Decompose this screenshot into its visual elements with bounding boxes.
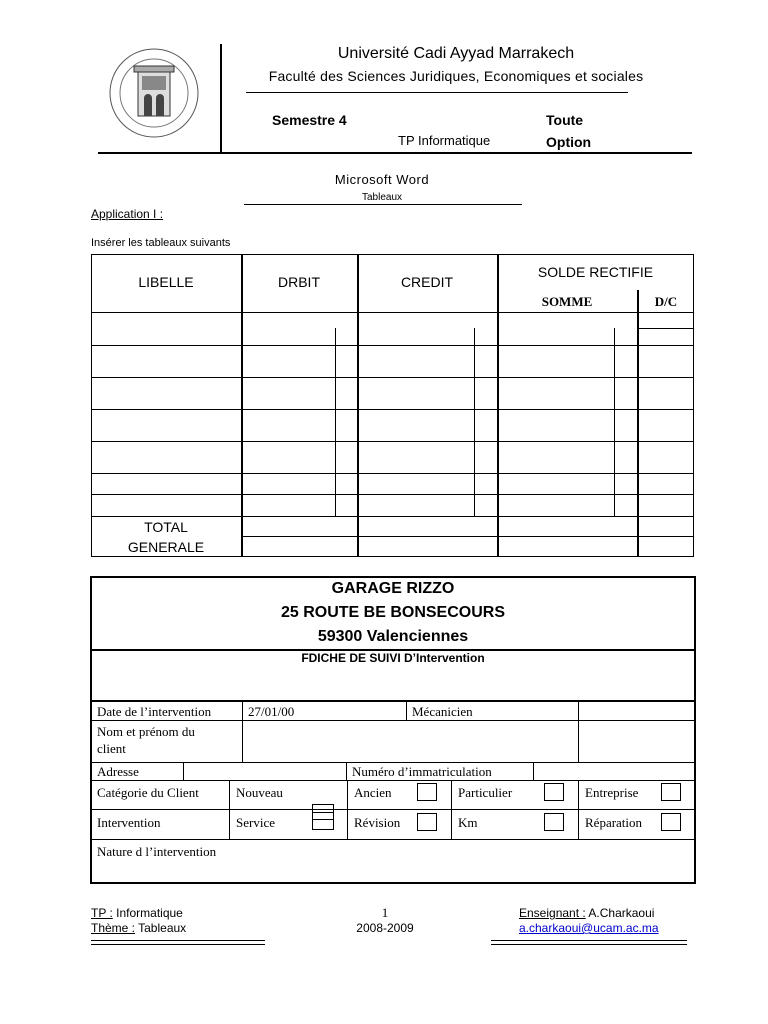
client-label-2: client [97, 741, 126, 756]
footer-teacher-label: Enseignant : [519, 906, 586, 920]
footer-tp [91, 906, 183, 920]
header-libelle: LIBELLE [138, 274, 194, 290]
option-line-1: Toute [546, 112, 584, 128]
university-logo [108, 46, 200, 140]
garage-city: 59300 Valenciennes [317, 628, 469, 645]
teacher-email-link[interactable]: a.charkaoui@ucam.ac.ma [519, 921, 659, 935]
category-new: Nouveau [236, 785, 283, 800]
table1-row-line [241, 536, 694, 537]
table1-row-line [91, 409, 694, 410]
category-old: Ancien [354, 785, 392, 800]
subject-label: TP Informatique [398, 133, 491, 148]
checkbox-km[interactable] [544, 813, 564, 831]
footer-tp-value: Informatique [112, 906, 183, 920]
table1-inner-line [474, 328, 475, 516]
intervention-label: Intervention [97, 815, 161, 830]
header-somme: SOMME [541, 294, 593, 309]
table1-row-line [91, 494, 694, 495]
application-label: Application I : [91, 207, 164, 221]
doc-subtitle: Tableaux [361, 192, 403, 203]
header-dc: D/C [654, 294, 678, 309]
page-number: 1 [381, 905, 389, 920]
garage-col-line [451, 780, 452, 839]
table1-inner-line [614, 328, 615, 516]
mechanic-label: Mécanicien [412, 704, 473, 719]
footer-theme [91, 921, 186, 935]
checkbox-private[interactable] [544, 783, 564, 801]
category-label: Catégorie du Client [97, 785, 199, 800]
address-label: Adresse [97, 764, 139, 779]
intervention-revision: Révision [354, 815, 401, 830]
garage-col-line [578, 702, 579, 762]
footer-teacher-value: A.Charkaoui [585, 906, 655, 920]
garage-col-line [346, 762, 347, 780]
footer-theme-label: Thème : [91, 921, 136, 935]
option-line-2: Option [546, 134, 592, 150]
garage-col-line [229, 780, 230, 839]
table1-row-line [91, 516, 694, 517]
header-divider-horizontal [98, 152, 692, 154]
garage-name: GARAGE RIZZO [331, 580, 455, 597]
table1-row-line [91, 377, 694, 378]
doc-title: Microsoft Word [334, 172, 430, 187]
garage-row-line [90, 700, 696, 702]
table1-row-line [91, 473, 694, 474]
footer-rule-right [491, 940, 687, 941]
registration-label: Numéro d’immatriculation [352, 764, 492, 779]
title-underline [244, 204, 522, 205]
garage-row-line [90, 780, 696, 781]
garage-row-line [90, 720, 696, 721]
garage-col-line [347, 780, 348, 839]
garage-col-line [183, 762, 184, 780]
total-label-1: TOTAL [144, 519, 188, 535]
garage-col-line [242, 702, 243, 762]
total-label-2: GENERALE [127, 539, 205, 555]
garage-col-line [406, 702, 407, 720]
nature-label: Nature d l’intervention [97, 844, 217, 859]
date-value[interactable]: 27/01/00 [248, 704, 295, 719]
table1-row-line [91, 345, 694, 346]
header-credit: CREDIT [400, 274, 454, 290]
table1-row-line [91, 441, 694, 442]
category-company: Entreprise [585, 785, 639, 800]
table1-row-line [91, 312, 694, 313]
table1-inner-line [335, 328, 336, 516]
intervention-km: Km [458, 815, 478, 830]
garage-col-line [533, 762, 534, 780]
category-private: Particulier [458, 785, 513, 800]
footer-rule-right [491, 944, 687, 945]
garage-row-line [90, 762, 696, 763]
table1-col-line [241, 254, 243, 557]
garage-address: 25 ROUTE BE BONSECOURS [280, 604, 506, 621]
faculty-underline [246, 92, 628, 93]
checkbox-repair[interactable] [661, 813, 681, 831]
footer-rule-left [91, 944, 265, 945]
intervention-service: Service [236, 815, 275, 830]
instruction-text: Insérer les tableaux suivants [91, 237, 231, 249]
date-label: Date de l’intervention [97, 704, 212, 719]
university-name: Université Cadi Ayyad Marrakech [337, 45, 575, 62]
footer-teacher [519, 906, 654, 920]
table1-row-line [638, 328, 694, 329]
intervention-repair: Réparation [585, 815, 643, 830]
checkbox-company[interactable] [661, 783, 681, 801]
checkbox-revision[interactable] [417, 813, 437, 831]
table1-col-line [357, 254, 359, 557]
header-debit: DRBIT [278, 274, 320, 290]
garage-row-line [90, 809, 696, 810]
client-label-1: Nom et prénom du [97, 724, 195, 739]
garage-col-line [578, 780, 579, 839]
school-year: 2008-2009 [356, 921, 414, 935]
footer-theme-value: Tableaux [135, 921, 187, 935]
footer-rule-left [91, 940, 265, 941]
garage-row-line [90, 839, 696, 840]
checkbox-service[interactable] [312, 812, 334, 830]
semester-label: Semestre 4 [272, 112, 347, 128]
faculty-name: Faculté des Sciences Juridiques, Economiques et sociales [268, 68, 644, 84]
footer-tp-label: TP : [91, 906, 113, 920]
checkbox-old[interactable] [417, 783, 437, 801]
header-solde: SOLDE RECTIFIE [537, 264, 654, 280]
form-title: FDICHE DE SUIVI D’Intervention [301, 651, 485, 665]
